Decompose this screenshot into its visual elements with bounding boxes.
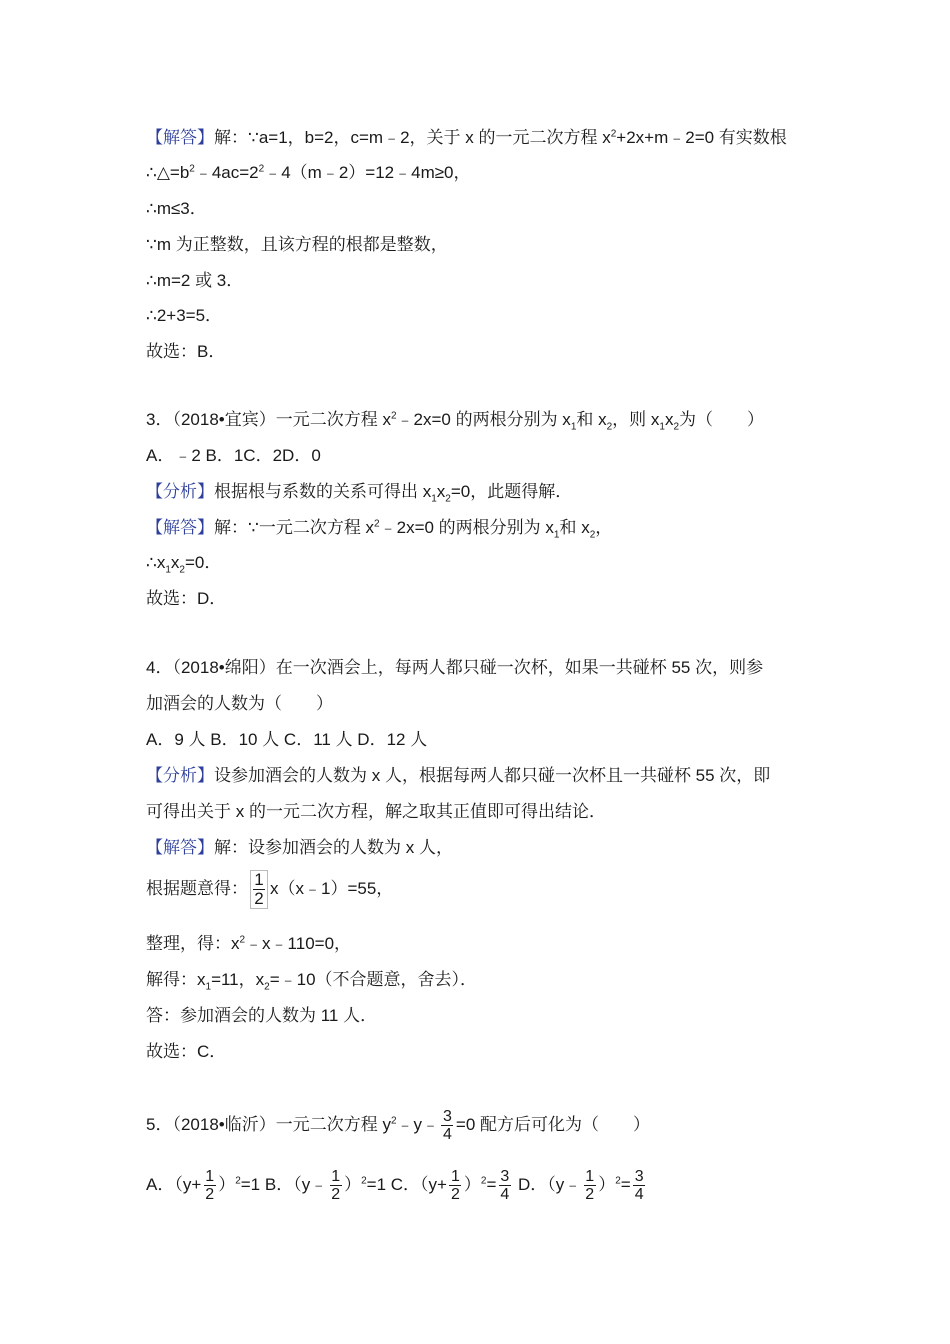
analysis-label: 【分析】 xyxy=(146,482,214,501)
fraction-three-quarters: $\frac{3}{4}$ xyxy=(634,1168,644,1203)
fraction-one-half: $\frac{1}{2}$ xyxy=(205,1168,215,1203)
q3-stem: 3．（2018•宜宾）一元二次方程 $x^2﹣2x=0$ 的两根分别为 $x_1$和 $x_2$，则 $x_1x_2$为（ ） xyxy=(146,410,765,433)
q4-analysis-line-1: 【分析】设参加酒会的人数为 x 人，根据每两人都只碰一次杯且一共碰杯 55 次，即 xyxy=(146,766,771,785)
q3-choice: 故选：D． xyxy=(146,589,227,608)
fraction-one-half: $\frac{1}{2}$ xyxy=(585,1168,595,1203)
q4-options: A．9 人 B．10 人 C．11 人 D．12 人 xyxy=(146,730,428,749)
q5-options: A．（y+ $\frac{1}{2}$ ）$^2$=1 B．（y﹣ $\frac{1}{2}$ ）$^2$=1 C．（y+ $\frac{1}{2}$ ）$^2$= $\frac{3}{4}$ D．（y﹣ $\frac{1}{2}$ ）$^2$= $\frac{3}{4}$ xyxy=(146,1168,644,1203)
q2-choice: 故选：B． xyxy=(146,342,226,361)
q4-answer: 答：参加酒会的人数为 11 人． xyxy=(146,1006,378,1025)
q2-line-3: ∴m≤3． xyxy=(146,199,207,218)
fraction-three-quarters: $\frac{3}{4}$ xyxy=(443,1108,452,1143)
q4-choice: 故选：C． xyxy=(146,1042,227,1061)
q3-result: $\therefore x_1x_2=0$． xyxy=(146,553,222,576)
analysis-label: 【分析】 xyxy=(146,766,214,785)
q4-analysis-line-2: 可得出关于 x 的一元二次方程，解之取其正值即可得出结论． xyxy=(146,802,606,821)
q2-line-4: ∵m 为正整数，且该方程的根都是整数， xyxy=(146,235,448,254)
solution-label: 【解答】 xyxy=(146,518,214,537)
fraction-one-half: $\frac{1}{2}$ xyxy=(450,1168,460,1203)
q4-simplified: 整理，得：$x^2﹣x﹣110=0$， xyxy=(146,934,352,953)
fraction-one-half: $\frac{1}{2}$ xyxy=(250,870,268,909)
q2-line-5: ∴m=2 或 3． xyxy=(146,271,244,290)
solution-label: 【解答】 xyxy=(146,838,214,857)
q4-stem-line-2: 加酒会的人数为（ ） xyxy=(146,694,333,713)
q4-roots: 解得：$x_1=11$，$x_2=﹣10$（不合题意，舍去）． xyxy=(146,970,478,993)
q4-solution-line-1: 【解答】解：设参加酒会的人数为 x 人， xyxy=(146,838,453,857)
solution-label: 【解答】 xyxy=(146,128,214,147)
q2-discriminant-line: $\therefore\triangle=b^2﹣4ac=2^2﹣4(m﹣2)=12﹣4m\ge 0$， xyxy=(146,163,471,182)
fraction-one-half: $\frac{1}{2}$ xyxy=(331,1168,341,1203)
q5-stem: 5．（2018•临沂）一元二次方程 $y^2﹣y﹣$ $\frac{3}{4}$ =0 配方后可化为（ ） xyxy=(146,1108,651,1143)
fraction-three-quarters: $\frac{3}{4}$ xyxy=(500,1168,510,1203)
q2-solution-line-1: 【解答】解：∵a=1，b=2，c=m﹣2，关于 x 的一元二次方程 $x^2+2x+m﹣2=0$ 有实数根 xyxy=(146,128,787,147)
q4-stem-line-1: 4．（2018•绵阳）在一次酒会上，每两人都只碰一次杯，如果一共碰杯 55 次，则参 xyxy=(146,658,764,677)
q3-solution: 【解答】解：∵一元二次方程 $x^2﹣2x=0$ 的两根分别为 $x_1$和 $x_2$， xyxy=(146,518,613,541)
q4-equation: 根据题意得： $\frac{1}{2}$ x（x﹣1）=55， xyxy=(146,870,394,908)
q3-analysis: 【分析】根据根与系数的关系可得出 $x_1x_2=0$，此题得解． xyxy=(146,482,573,505)
q3-options: A．﹣2 B．1C．2D．0 xyxy=(146,446,321,465)
q2-line-6: ∴2+3=5． xyxy=(146,306,223,325)
